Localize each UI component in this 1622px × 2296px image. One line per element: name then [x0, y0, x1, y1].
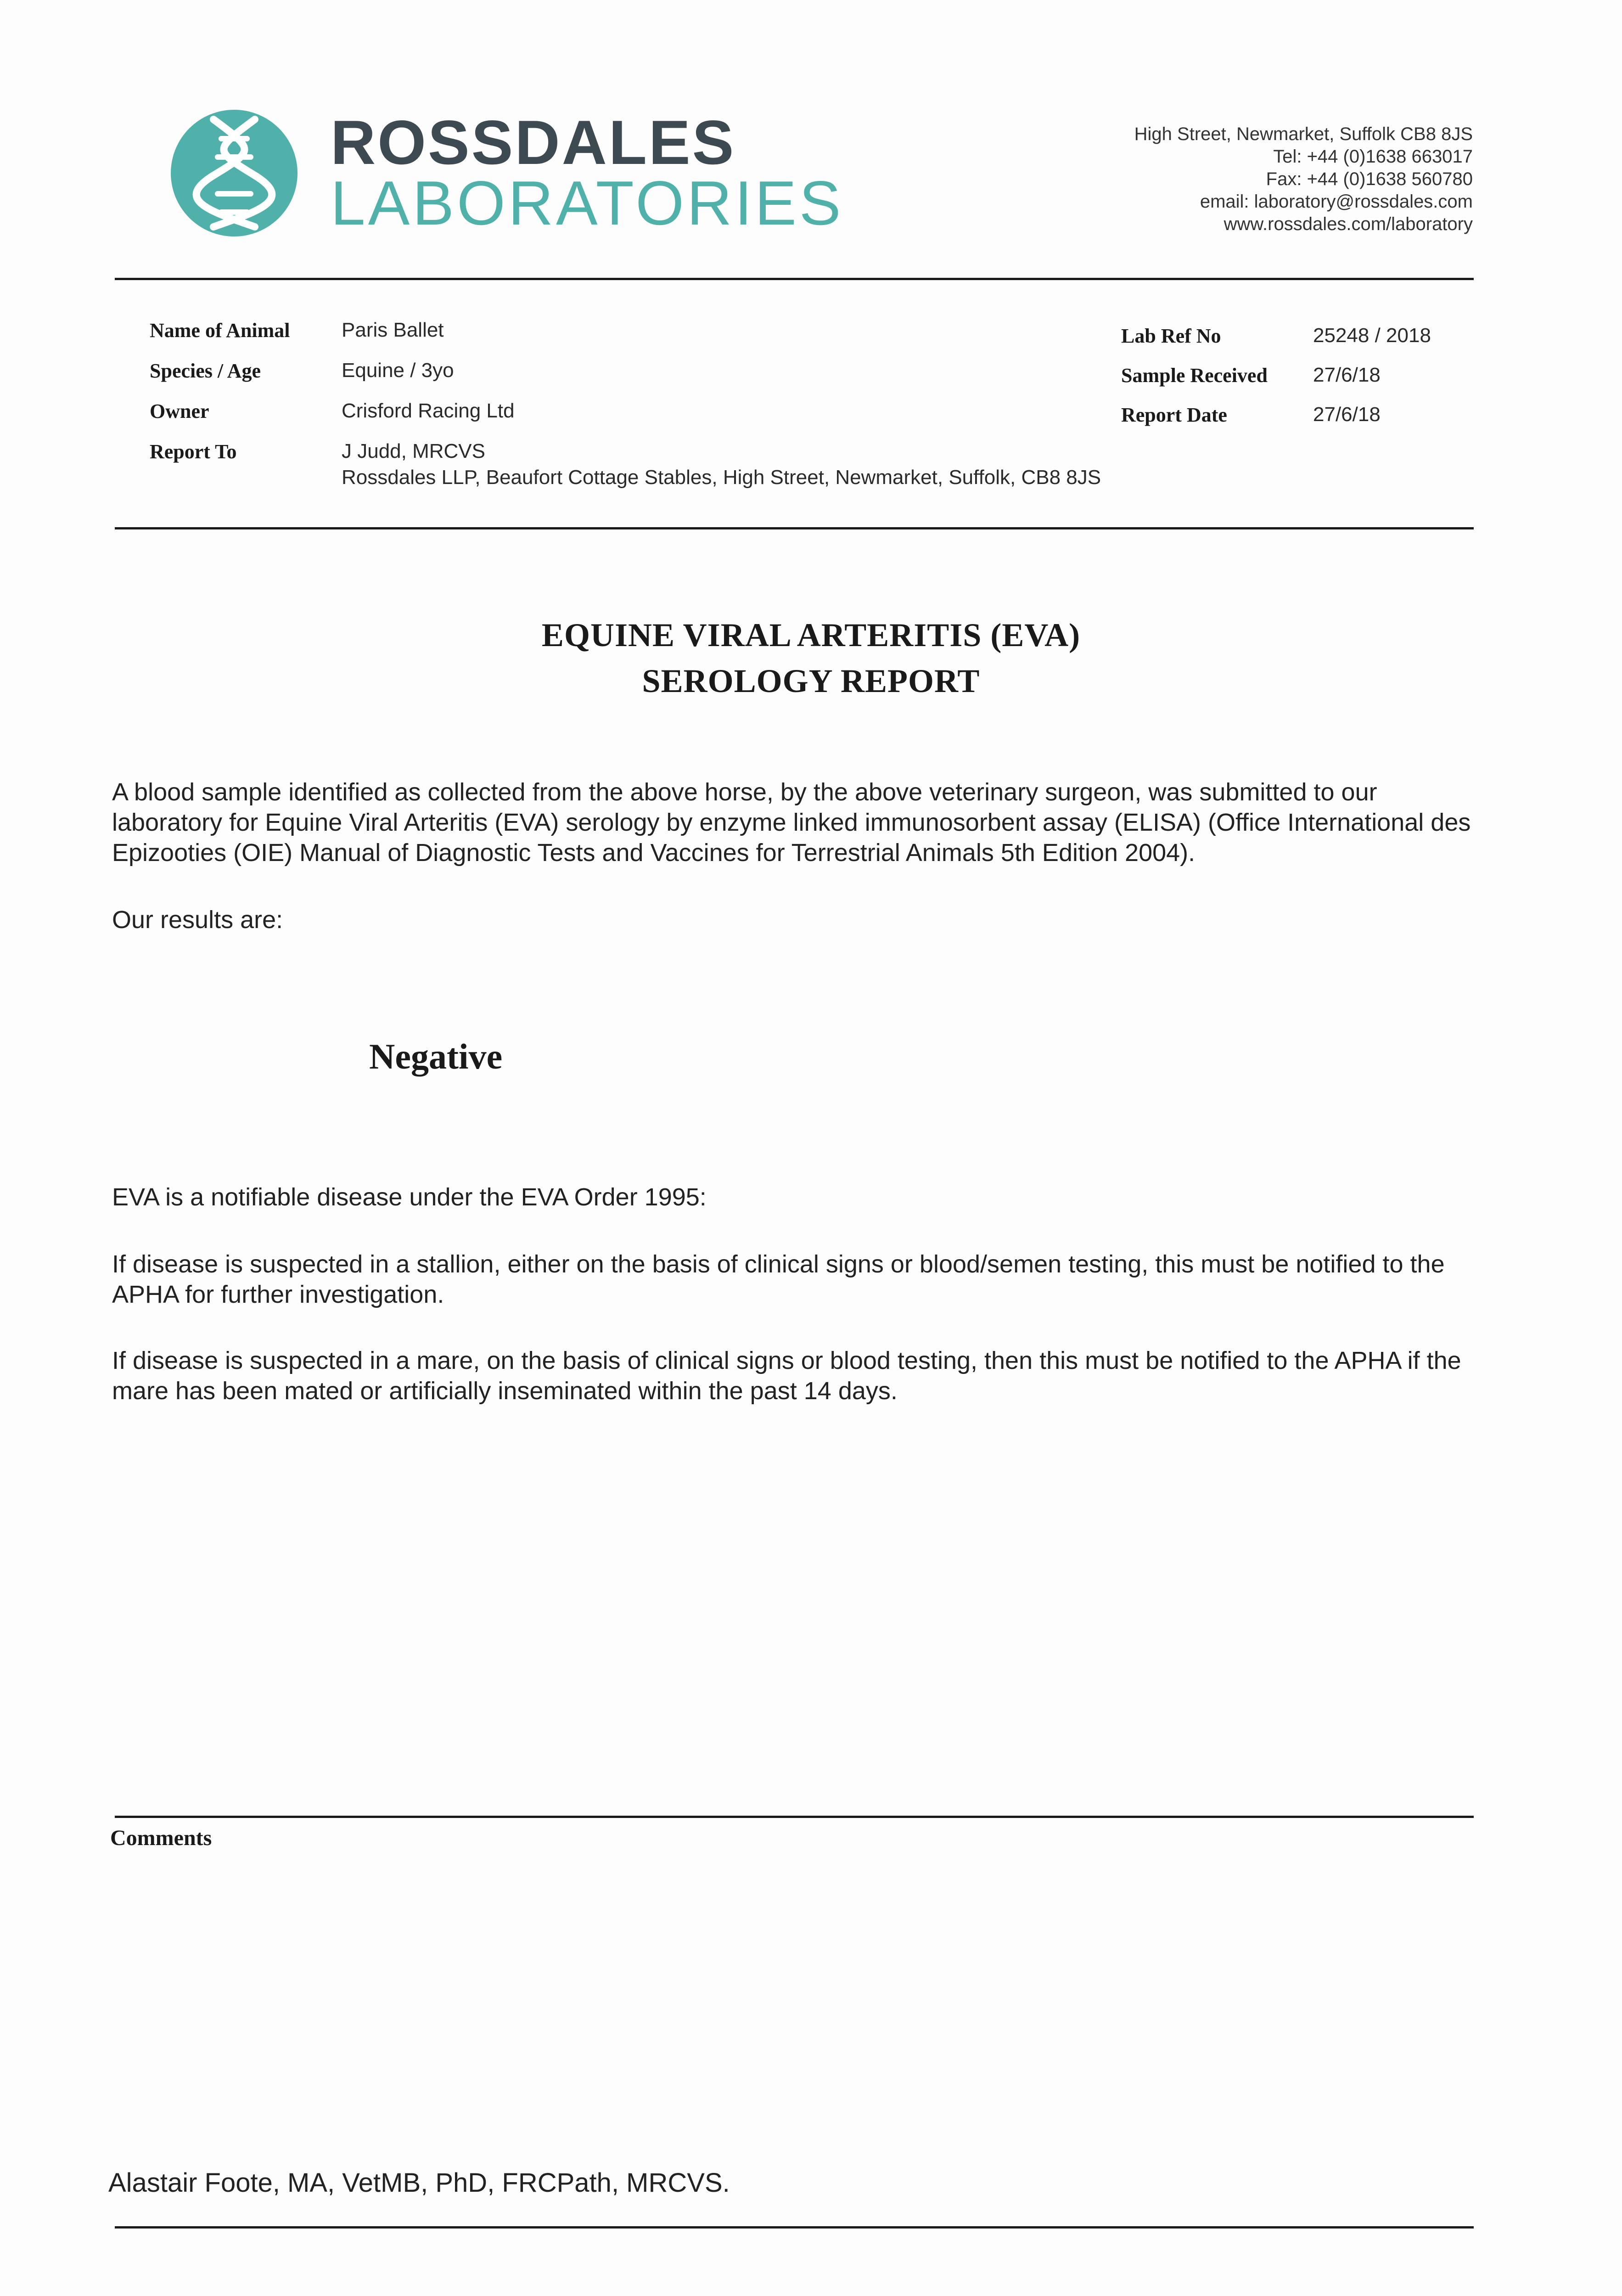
dna-helix-icon [170, 107, 298, 240]
details-divider [115, 527, 1474, 529]
contact-website: www.rossdales.com/laboratory [1224, 214, 1473, 234]
contact-fax: Fax: +44 (0)1638 560780 [1266, 169, 1473, 189]
intro-paragraph: A blood sample identified as collected from the above horse, by the above veterinary surgeon, was submitted to our laboratory for Equine Viral Arteritis (EVA) serology by enzyme linked immunosorbent assay (ELISA) (Office International des Epizooties (OIE) Manual of Diagnostic Tests and Vaccines for Terrestrial Animals 5th Edition 2004). [112, 778, 1471, 867]
signatory: Alastair Foote, MA, VetMB, PhD, FRCPath, MRCVS. [108, 2168, 730, 2198]
comments-divider [115, 1816, 1474, 1818]
species-age-label: Species / Age [150, 360, 261, 382]
mare-notice: If disease is suspected in a mare, on the basis of clinical signs or blood testing, then this must be notified to the APHA if the mare has been mated or artificially inseminated within the past 14 days. [112, 1347, 1461, 1405]
comments-label: Comments [110, 1826, 212, 1850]
notifiable-notice: EVA is a notifiable disease under the EVA Order 1995: [112, 1183, 707, 1211]
lab-ref-value: 25248 / 2018 [1313, 324, 1431, 347]
owner-value: Crisford Racing Ltd [342, 400, 515, 422]
contact-tel: Tel: +44 (0)1638 663017 [1273, 146, 1473, 167]
report-title-line1: EQUINE VIRAL ARTERITIS (EVA) [541, 617, 1081, 653]
report-date-value: 27/6/18 [1313, 403, 1381, 426]
sample-received-value: 27/6/18 [1313, 364, 1381, 386]
contact-email: email: laboratory@rossdales.com [1200, 191, 1473, 212]
result-value: Negative [369, 1036, 503, 1076]
contact-block [1134, 123, 1473, 236]
report-to-value-line1: J Judd, MRCVS [342, 440, 485, 462]
lab-ref-label: Lab Ref No [1121, 325, 1221, 347]
brand-name-line2: LABORATORIES [331, 168, 844, 238]
stallion-notice: If disease is suspected in a stallion, either on the basis of clinical signs or blood/semen testing, this must be notified to the APHA for further investigation. [112, 1250, 1445, 1308]
results-intro: Our results are: [112, 906, 283, 934]
header-divider [115, 278, 1474, 280]
report-to-value-line2: Rossdales LLP, Beaufort Cottage Stables, High Street, Newmarket, Suffolk, CB8 8JS [342, 466, 1101, 489]
sample-received-label: Sample Received [1121, 364, 1268, 387]
report-title-line2: SEROLOGY REPORT [642, 663, 980, 699]
owner-label: Owner [150, 400, 209, 422]
name-of-animal-value: Paris Ballet [342, 319, 444, 341]
brand-name-line1: ROSSDALES [331, 107, 736, 177]
footer-divider [115, 2226, 1474, 2228]
contact-address: High Street, Newmarket, Suffolk CB8 8JS [1134, 124, 1473, 144]
species-age-value: Equine / 3yo [342, 359, 454, 382]
report-to-label: Report To [150, 440, 237, 463]
report-date-label: Report Date [1121, 404, 1227, 426]
name-of-animal-label: Name of Animal [150, 319, 290, 342]
